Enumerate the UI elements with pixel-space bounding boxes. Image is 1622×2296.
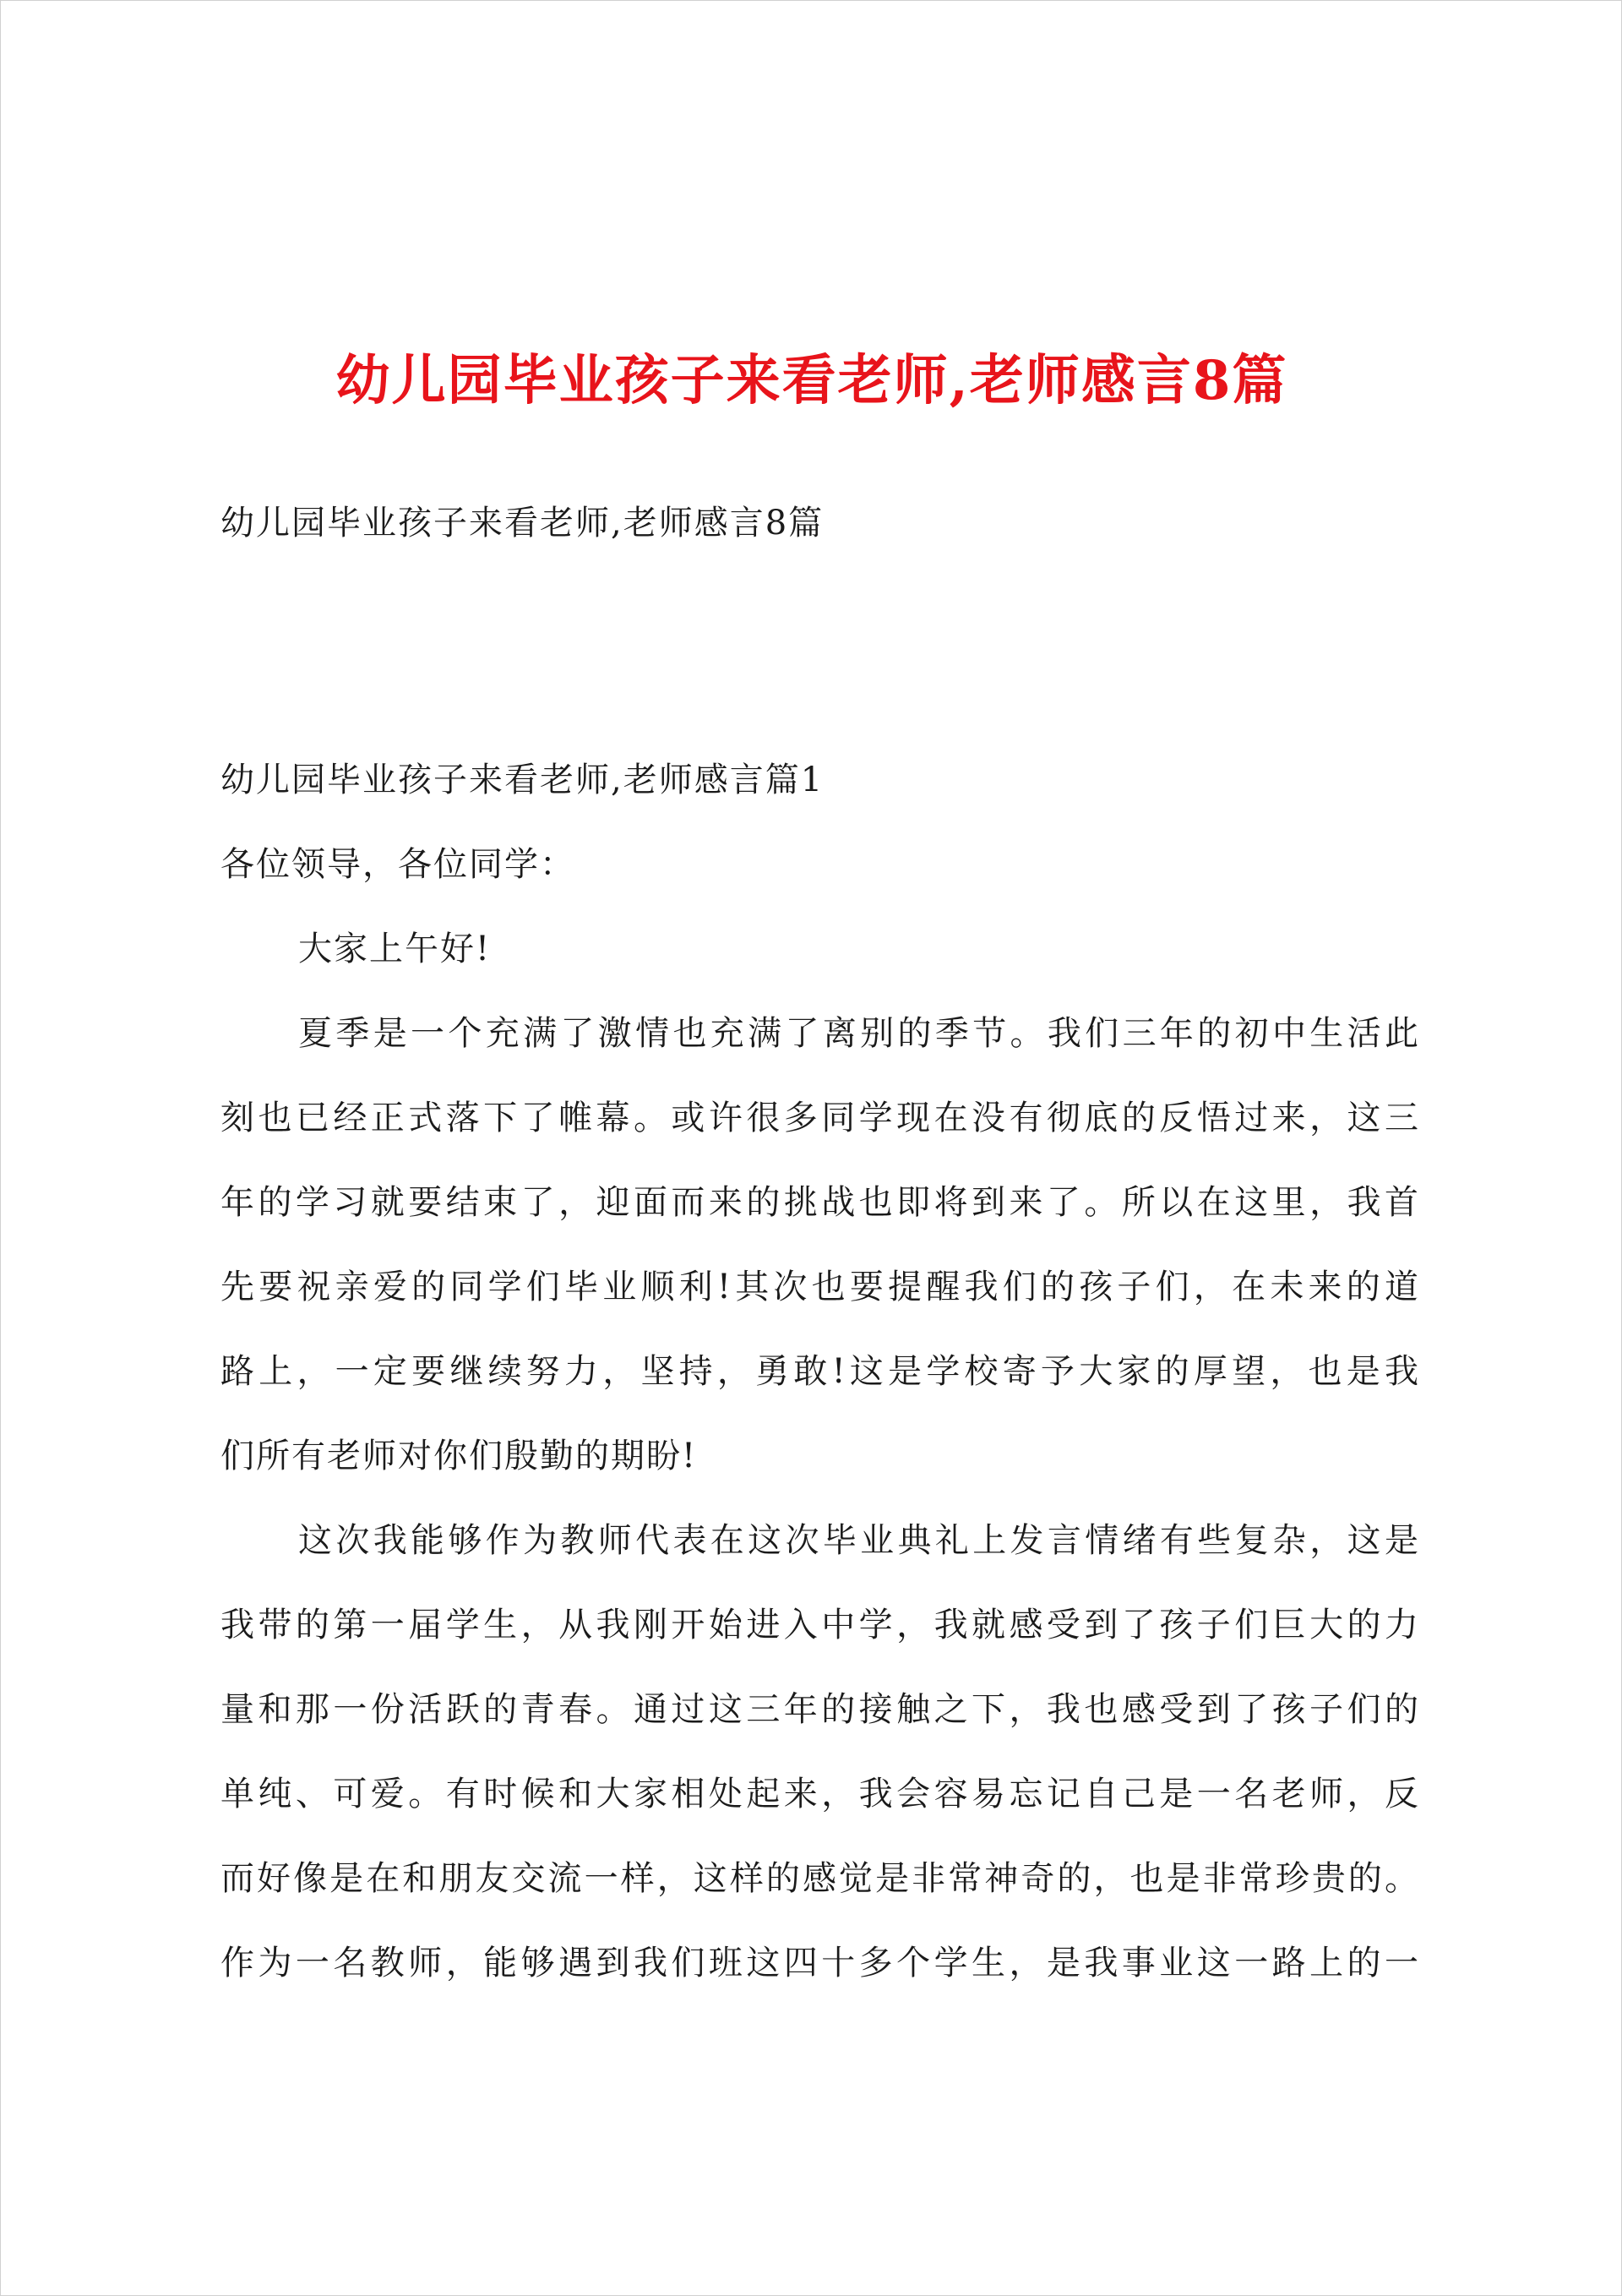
section-heading: 幼儿园毕业孩子来看老师,老师感言篇1 xyxy=(220,761,825,799)
paragraph-1-line: 夏季是一个充满了激情也充满了离别的季节。我们三年的初中生活此 xyxy=(298,1014,1420,1053)
paragraph-1-line: 路上，一定要继续努力，坚持，勇敢!这是学校寄予大家的厚望，也是我 xyxy=(220,1352,1420,1391)
paragraph-1-line: 年的学习就要结束了，迎面而来的挑战也即将到来了。所以在这里，我首 xyxy=(220,1183,1420,1222)
paragraph-2-line: 我带的第一届学生，从我刚开始进入中学，我就感受到了孩子们巨大的力 xyxy=(220,1606,1420,1644)
paragraph-1-line: 刻也已经正式落下了帷幕。或许很多同学现在没有彻底的反悟过来，这三 xyxy=(220,1099,1420,1137)
paragraph-2-line: 单纯、可爱。有时候和大家相处起来，我会容易忘记自己是一名老师，反 xyxy=(220,1775,1420,1813)
paragraph-2-line: 量和那一份活跃的青春。通过这三年的接触之下，我也感受到了孩子们的 xyxy=(220,1690,1420,1729)
paragraph-1-line: 们所有老师对你们殷勤的期盼! xyxy=(220,1437,698,1475)
paragraph-1-line: 先要祝亲爱的同学们毕业顺利!其次也要提醒我们的孩子们，在未来的道 xyxy=(220,1268,1420,1306)
salutation: 各位领导，各位同学： xyxy=(220,845,575,884)
paragraph-2-line: 作为一名教师，能够遇到我们班这四十多个学生，是我事业这一路上的一 xyxy=(220,1944,1420,1982)
greeting: 大家上午好! xyxy=(298,930,492,968)
paragraph-2-line: 这次我能够作为教师代表在这次毕业典礼上发言情绪有些复杂，这是 xyxy=(298,1521,1420,1560)
document-title: 幼儿园毕业孩子来看老师,老师感言8篇 xyxy=(335,349,1288,412)
document-subtitle: 幼儿园毕业孩子来看老师,老师感言8篇 xyxy=(220,504,825,543)
paragraph-2-line: 而好像是在和朋友交流一样，这样的感觉是非常神奇的，也是非常珍贵的。 xyxy=(220,1859,1420,1898)
